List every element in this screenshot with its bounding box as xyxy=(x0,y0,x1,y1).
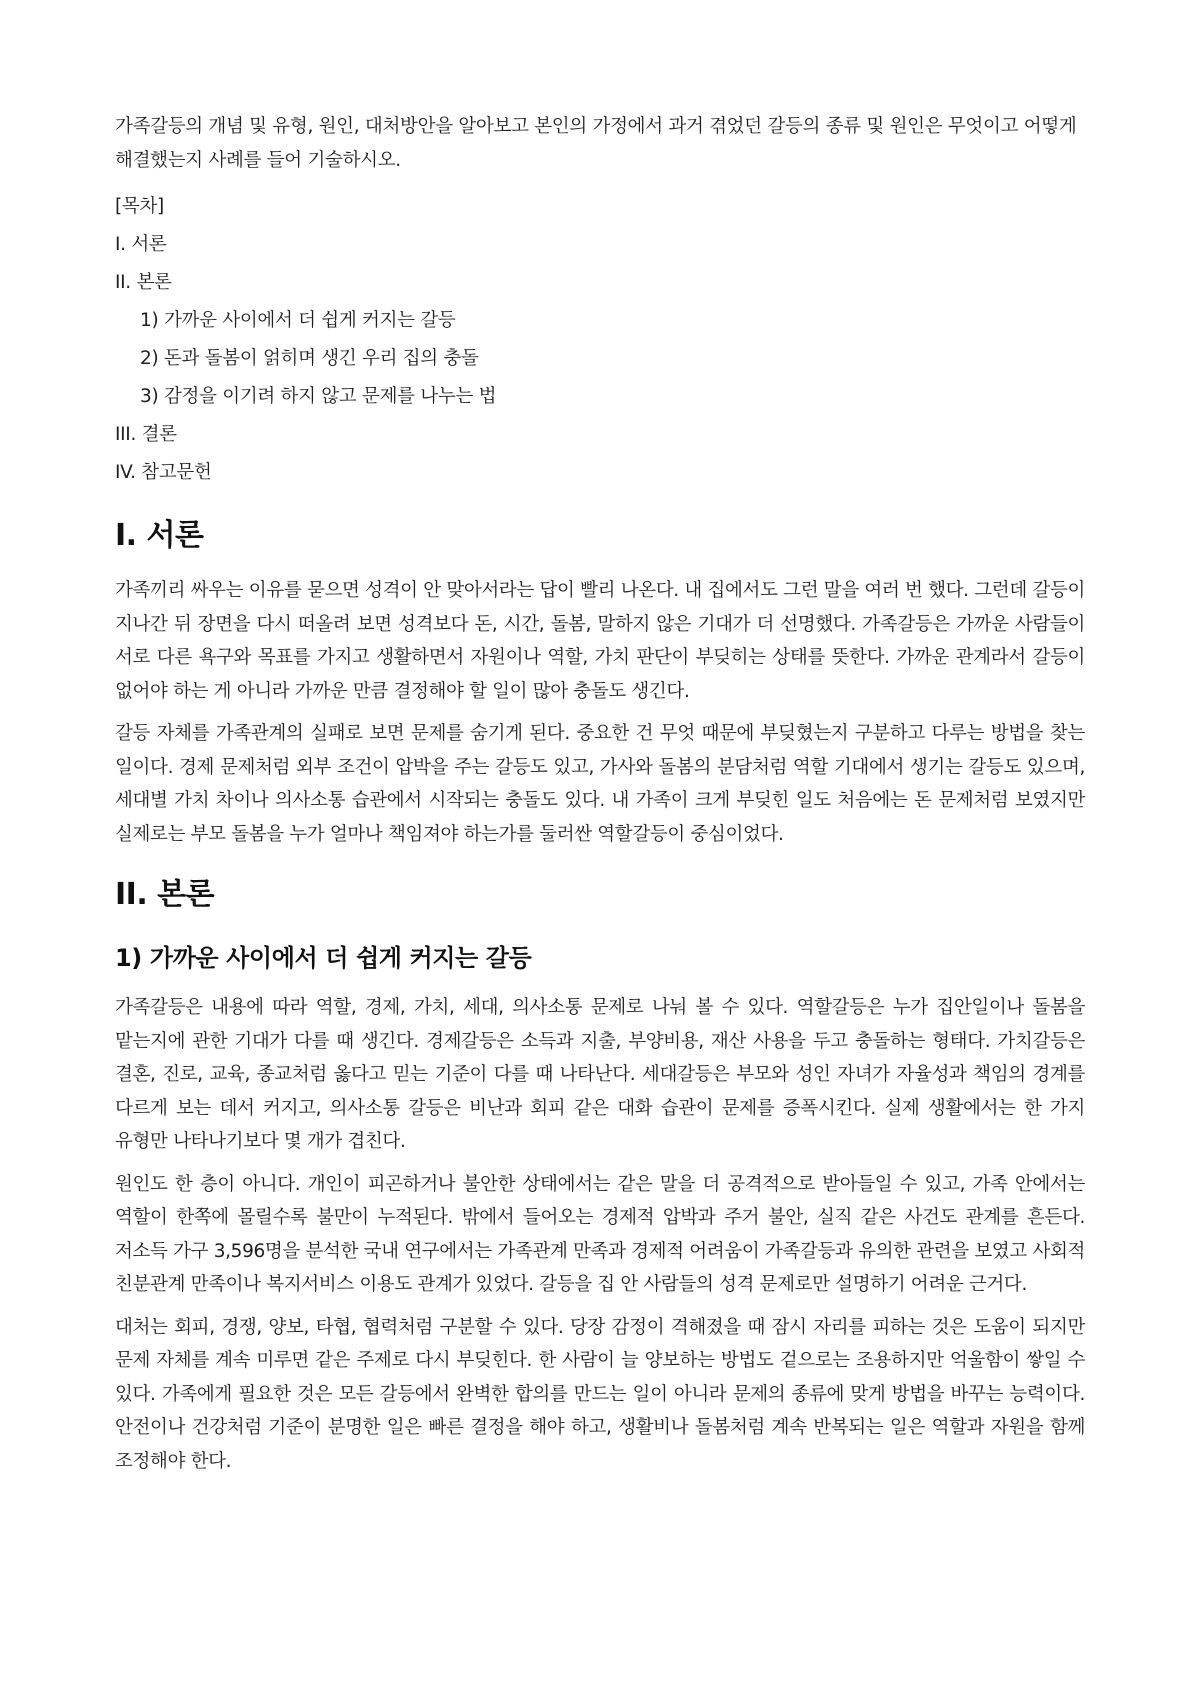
toc-item: III. 결론 xyxy=(115,424,177,445)
assignment-prompt: 가족갈등의 개념 및 유형, 원인, 대처방안을 알아보고 본인의 가정에서 과거 겪었던 갈등의 종류 및 원인은 무엇이고 어떻게 해결했는지 사례를 들어 기술하시오. xyxy=(115,116,1077,171)
toc-subitem: 1) 가까운 사이에서 더 쉽게 커지는 갈등 xyxy=(140,310,456,331)
subsection-heading: 1) 가까운 사이에서 더 쉽게 커지는 갈등 xyxy=(115,944,532,972)
body-paragraph: 대처는 회피, 경쟁, 양보, 타협, 협력처럼 구분할 수 있다. 당장 감정이 격해졌을 때 잠시 자리를 피하는 것은 도움이 되지만 문제 자체를 계속 미루면 같은 주제로 다시 부딪힌다. 한 사람이 늘 양보하는 방법도 겉으로는 조용하지만 억울함이 쌓일 수 있다. 가족에게 필요한 것은 모든 갈등에서 완벽한 합의를 만드는 일이 아니라 문제의 종류에 맞게 방법을 바꾸는 능력이다. 안전이나 건강처럼 기준이 분명한 일은 빠른 결정을 해야 하고, 생활비나 돌봄처럼 계속 반복되는 일은 역할과 자원을 함께 조정해야 한다. xyxy=(115,1316,1085,1472)
body-paragraph: 가족갈등은 내용에 따라 역할, 경제, 가치, 세대, 의사소통 문제로 나눠 볼 수 있다. 역할갈등은 누가 집안일이나 돌봄을 맡는지에 관한 기대가 다를 때 생긴다. 경제갈등은 소득과 지출, 부양비용, 재산 사용을 두고 충돌하는 형태다. 가치갈등은 결혼, 진로, 교육, 종교처럼 옳다고 믿는 기준이 다를 때 나타난다. 세대갈등은 부모와 성인 자녀가 자율성과 책임의 경계를 다르게 보는 데서 커지고, 의사소통 갈등은 비난과 회피 같은 대화 습관이 문제를 증폭시킨다. 실제 생활에서는 한 가지 유형만 나타나기보다 몇 개가 겹친다. xyxy=(115,997,1085,1152)
toc-item: IV. 참고문헌 xyxy=(115,462,212,483)
body-paragraph: 갈등 자체를 가족관계의 실패로 보면 문제를 숨기게 된다. 중요한 건 무엇 때문에 부딪혔는지 구분하고 다루는 방법을 찾는 일이다. 경제 문제처럼 외부 조건이 압박을 주는 갈등도 있고, 가사와 돌봄의 분담처럼 역할 기대에서 생기는 갈등도 있으며, 세대별 가치 차이나 의사소통 습관에서 시작되는 충돌도 있다. 내 가족이 크게 부딪힌 일도 처음에는 돈 문제처럼 보였지만 실제로는 부모 돌봄을 누가 얼마나 책임져야 하는가를 둘러싼 역할갈등이 중심이었다. xyxy=(115,723,1085,845)
toc-subitem: 2) 돈과 돌봄이 얽히며 생긴 우리 집의 충돌 xyxy=(140,348,479,369)
toc-title: [목차] xyxy=(115,196,164,217)
body-paragraph: 원인도 한 층이 아니다. 개인이 피곤하거나 불안한 상태에서는 같은 말을 더 공격적으로 받아들일 수 있고, 가족 안에서는 역할이 한쪽에 몰릴수록 불만이 누적된다. 밖에서 들어오는 경제적 압박과 주거 불안, 실직 같은 사건도 관계를 흔든다. 저소득 가구 3,596명을 분석한 국내 연구에서는 가족관계 만족과 경제적 어려움이 가족갈등과 유의한 관련을 보였고 사회적 친분관계 만족이나 복지서비스 이용도 관계가 있었다. 갈등을 집 안 사람들의 성격 문제로만 설명하기 어려운 근거다. xyxy=(115,1173,1085,1295)
section-heading-main-body: II. 본론 xyxy=(115,877,215,912)
toc-item: II. 본론 xyxy=(115,272,172,293)
section-heading-introduction: I. 서론 xyxy=(115,518,204,553)
table-of-contents xyxy=(115,188,1085,492)
body-paragraph: 가족끼리 싸우는 이유를 묻으면 성격이 안 맞아서라는 답이 빨리 나온다. 내 집에서도 그런 말을 여러 번 했다. 그런데 갈등이 지나간 뒤 장면을 다시 떠올려 보면 성격보다 돈, 시간, 돌봄, 말하지 않은 기대가 더 선명했다. 가족갈등은 가까운 사람들이 서로 다른 욕구와 목표를 가지고 생활하면서 자원이나 역할, 가치 판단이 부딪히는 상태를 뜻한다. 가까운 관계라서 갈등이 없어야 하는 게 아니라 가까운 만큼 결정해야 할 일이 많아 충돌도 생긴다. xyxy=(115,580,1085,702)
toc-item: I. 서론 xyxy=(115,234,167,255)
toc-subitem: 3) 감정을 이기려 하지 않고 문제를 나누는 법 xyxy=(140,386,497,407)
